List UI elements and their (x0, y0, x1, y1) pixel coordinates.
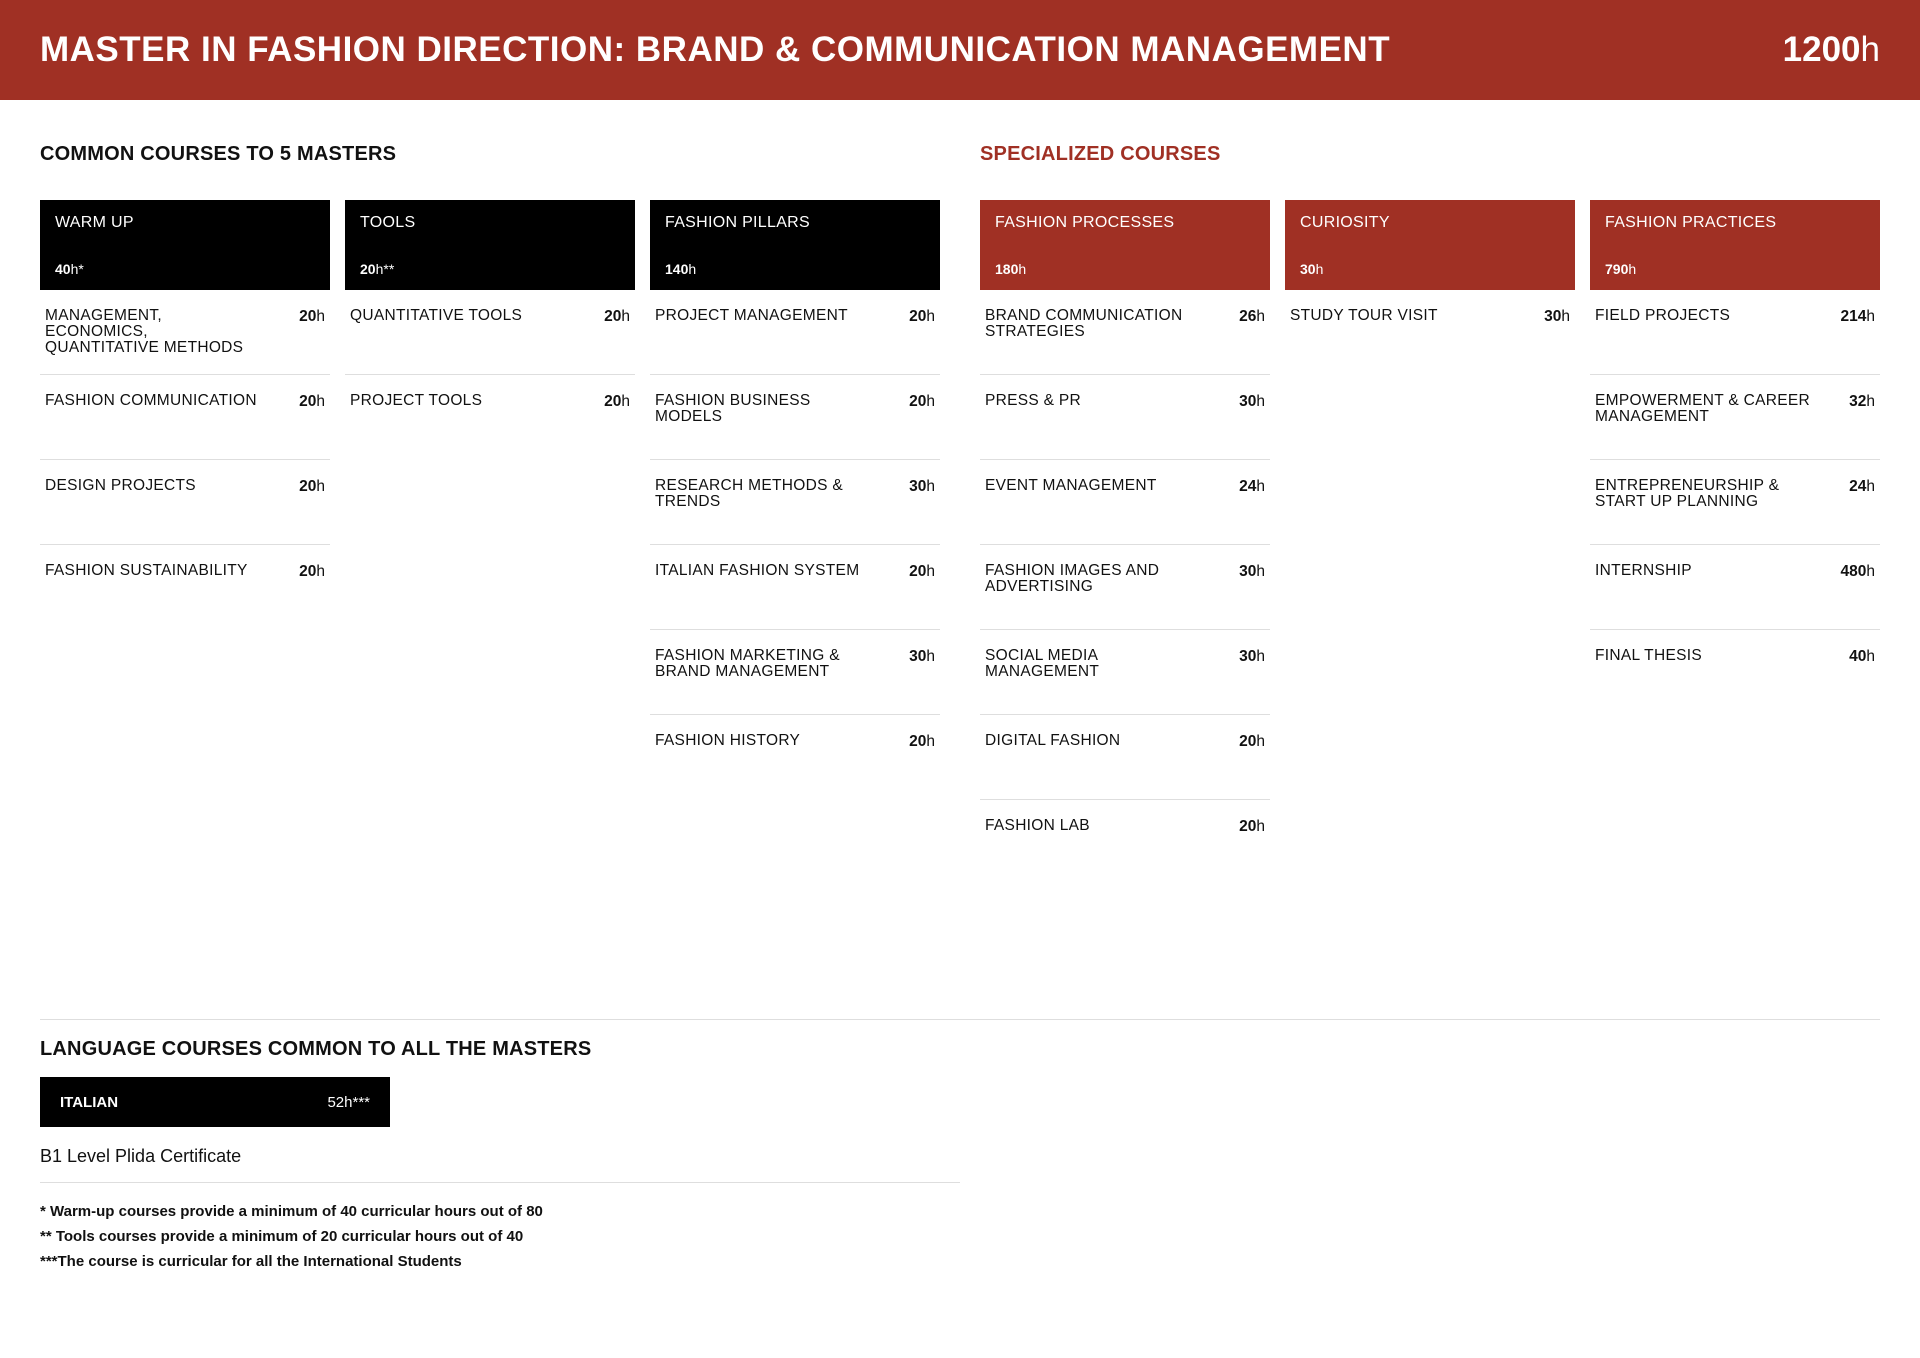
column-header (345, 200, 635, 290)
course-row (40, 290, 330, 375)
course-row (650, 630, 940, 715)
course-hours: 30h (1544, 308, 1570, 325)
column-header (1590, 200, 1880, 290)
course-hours: 20h (299, 393, 325, 410)
course-name: INTERNSHIP (1595, 562, 1692, 579)
course-hours: 32h (1849, 393, 1875, 410)
course-name: EMPOWERMENT & CAREER MANAGEMENT (1595, 392, 1810, 425)
course-row (980, 630, 1270, 715)
column-hours: 790h (1605, 261, 1637, 277)
course-row (650, 545, 940, 630)
footnote-divider (40, 1182, 960, 1183)
language-course-name: ITALIAN (60, 1093, 119, 1111)
total-hours-value: 1200 (1782, 30, 1861, 69)
course-hours: 30h (909, 648, 935, 665)
column-tools (345, 200, 635, 460)
course-name: MANAGEMENT, ECONOMICS, QUANTITATIVE METHODS (45, 307, 244, 356)
course-row (980, 715, 1270, 800)
course-row (980, 460, 1270, 545)
course-row (1590, 375, 1880, 460)
course-hours: 20h (909, 393, 935, 410)
course-hours: 20h (909, 563, 935, 580)
column-name: FASHION PRACTICES (1605, 214, 1777, 231)
column-header (650, 200, 940, 290)
course-row (980, 290, 1270, 375)
course-row (40, 375, 330, 460)
total-hours (1783, 30, 1880, 70)
column-hours: 180h (995, 261, 1027, 277)
course-hours: 30h (1239, 563, 1265, 580)
column-fashion-pillars (650, 200, 940, 800)
course-name: FASHION LAB (985, 817, 1090, 834)
course-name: FASHION MARKETING & BRAND MANAGEMENT (655, 647, 840, 680)
course-row (1590, 630, 1880, 715)
course-row (40, 460, 330, 545)
course-hours: 30h (1239, 393, 1265, 410)
column-fashion-processes (980, 200, 1270, 885)
course-row (1590, 460, 1880, 545)
column-hours: 140h (665, 261, 697, 277)
common-courses-title: COMMON COURSES TO 5 MASTERS (40, 143, 397, 165)
course-hours: 20h (299, 478, 325, 495)
course-name: QUANTITATIVE TOOLS (350, 307, 523, 324)
language-courses-title: LANGUAGE COURSES COMMON TO ALL THE MASTERS (40, 1038, 592, 1060)
course-hours: 20h (1239, 818, 1265, 835)
course-name: ITALIAN FASHION SYSTEM (655, 562, 860, 579)
course-row (40, 545, 330, 630)
course-name: SOCIAL MEDIA MANAGEMENT (985, 647, 1100, 680)
column-name: CURIOSITY (1300, 214, 1390, 231)
course-hours: 20h (1239, 733, 1265, 750)
course-hours: 30h (909, 478, 935, 495)
column-hours: 30h (1300, 261, 1324, 277)
language-certificate: B1 Level Plida Certificate (40, 1146, 242, 1166)
course-name: BRAND COMMUNICATION STRATEGIES (985, 307, 1183, 340)
course-name: DESIGN PROJECTS (45, 477, 196, 494)
course-row (650, 290, 940, 375)
course-row (980, 375, 1270, 460)
course-name: RESEARCH METHODS & TRENDS (655, 477, 843, 510)
course-hours: 24h (1849, 478, 1875, 495)
course-row (1590, 290, 1880, 375)
course-name: PRESS & PR (985, 392, 1082, 409)
page-title: MASTER IN FASHION DIRECTION: BRAND & COMMUNICATION MANAGEMENT (40, 30, 1391, 69)
course-name: FIELD PROJECTS (1595, 307, 1731, 324)
footnote: ***The course is curricular for all the International Students (40, 1253, 462, 1270)
course-name: ENTREPRENEURSHIP & START UP PLANNING (1595, 477, 1780, 510)
course-hours: 20h (909, 308, 935, 325)
course-row (650, 375, 940, 460)
course-row (650, 460, 940, 545)
course-row (1285, 290, 1575, 375)
course-row (980, 545, 1270, 630)
column-header (980, 200, 1270, 290)
course-name: STUDY TOUR VISIT (1290, 307, 1438, 324)
column-header (1285, 200, 1575, 290)
course-hours: 40h (1849, 648, 1875, 665)
course-hours: 480h (1840, 563, 1875, 580)
course-hours: 24h (1239, 478, 1265, 495)
footnotes (40, 1199, 543, 1274)
course-name: EVENT MANAGEMENT (985, 477, 1157, 494)
course-row (650, 715, 940, 800)
course-name: FASHION IMAGES AND ADVERTISING (985, 562, 1160, 595)
course-row (1590, 545, 1880, 630)
course-name: DIGITAL FASHION (985, 732, 1121, 749)
course-hours: 26h (1239, 308, 1265, 325)
course-name: PROJECT TOOLS (350, 392, 483, 409)
column-name: FASHION PILLARS (665, 214, 810, 231)
course-row (980, 800, 1270, 885)
course-row (345, 375, 635, 460)
course-name: FINAL THESIS (1595, 647, 1702, 664)
column-curiosity (1285, 200, 1575, 375)
course-hours: 20h (299, 308, 325, 325)
column-name: TOOLS (360, 214, 416, 231)
course-hours: 20h (604, 308, 630, 325)
course-name: FASHION HISTORY (655, 732, 801, 749)
language-course-hours: 52h*** (327, 1093, 370, 1111)
course-hours: 20h (299, 563, 325, 580)
course-name: FASHION BUSINESS MODELS (655, 392, 811, 425)
footnote: * Warm-up courses provide a minimum of 40 curricular hours out of 80 (40, 1203, 543, 1220)
column-header (40, 200, 330, 290)
course-name: PROJECT MANAGEMENT (655, 307, 848, 324)
specialized-courses-title: SPECIALIZED COURSES (980, 143, 1221, 165)
course-hours: 214h (1840, 308, 1875, 325)
course-name: FASHION COMMUNICATION (45, 392, 257, 409)
course-hours: 30h (1239, 648, 1265, 665)
footnote: ** Tools courses provide a minimum of 20 curricular hours out of 40 (40, 1228, 524, 1245)
column-fashion-practices (1590, 200, 1880, 715)
header-bar (0, 0, 1920, 100)
column-warm-up (40, 200, 330, 630)
column-name: WARM UP (55, 214, 134, 231)
column-hours: 40h* (55, 261, 84, 277)
language-course-box (40, 1077, 390, 1127)
course-hours: 20h (604, 393, 630, 410)
column-hours: 20h** (360, 261, 395, 277)
section-divider (40, 1019, 1880, 1020)
total-hours-unit: h (1860, 30, 1880, 69)
course-row (345, 290, 635, 375)
course-hours: 20h (909, 733, 935, 750)
column-name: FASHION PROCESSES (995, 214, 1175, 231)
course-name: FASHION SUSTAINABILITY (45, 562, 248, 579)
